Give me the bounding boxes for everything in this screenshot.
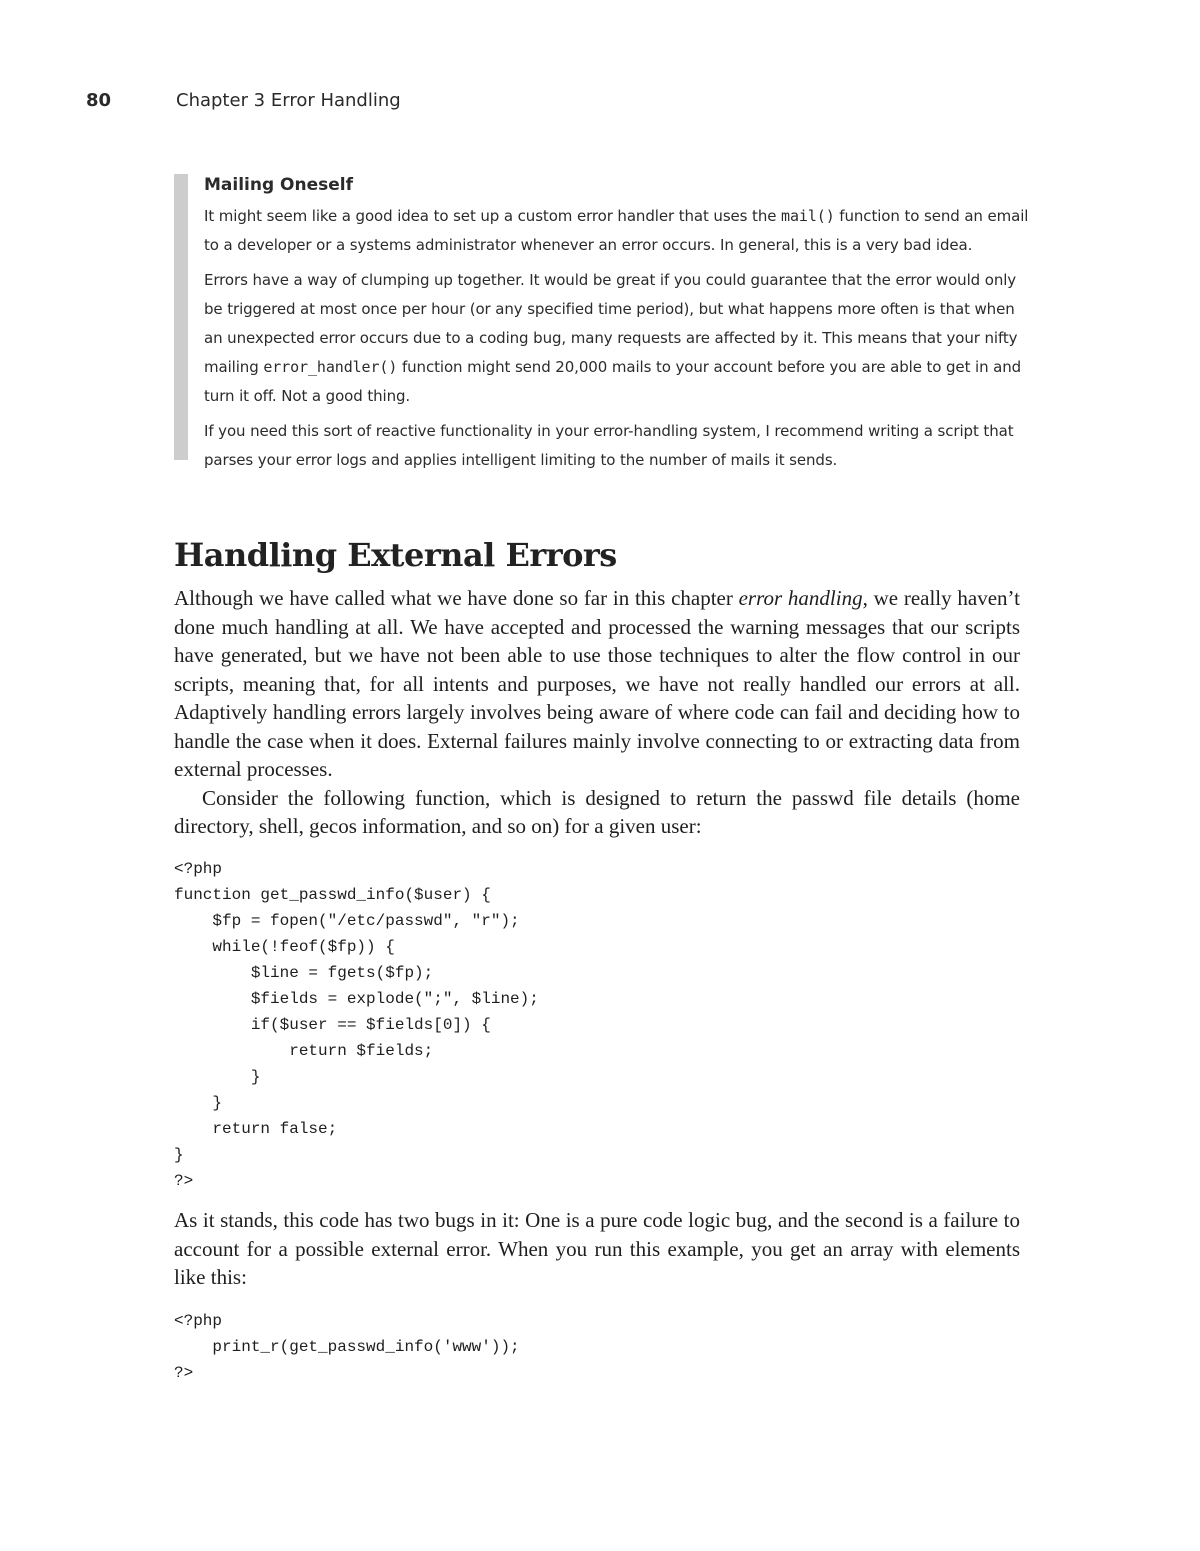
sidebar-p2-text-a: Errors have a way of clumping up together. It would be great if you could guarantee that the error would only be triggered at most once per hour (or any specified time period), but what happens more often is that when an unexpected error occurs due to a coding bug, many requests are affected by it. This means that your nifty mailing: [204, 271, 1018, 376]
sidebar-p2-text-b: function might send 20,000 mails to your account before you are able to get in and turn it off. Not a good thing.: [204, 358, 1022, 405]
sidebar-content: [204, 174, 1034, 475]
sidebar-p1-text-b: function to send an email to a developer or a systems administrator whenever an error occurs. In general, this is a very bad idea.: [204, 207, 1029, 254]
running-head: [86, 90, 1120, 116]
body-p1-emphasis: error handling: [738, 586, 863, 610]
body-block-1: [174, 584, 1020, 841]
body-p1-text-a: Although we have called what we have done so far in this chapter: [174, 586, 739, 610]
sidebar-p1-code: mail(): [781, 207, 835, 225]
sidebar-paragraph-3: If you need this sort of reactive functionality in your error-handling system, I recommend writing a script that parses your error logs and applies intelligent limiting to the number of mails it sends.: [204, 422, 1014, 469]
chapter-title: Chapter 3 Error Handling: [176, 90, 401, 111]
body-block-2: [174, 1206, 1020, 1292]
sidebar-p2-code: error_handler(): [263, 358, 398, 376]
body-p1-text-b: , we really haven’t done much handling at all. We have accepted and processed the warning messages that our scripts have generated, but we have not been able to use those techniques to alter the flow control in our scripts, meaning that, for all intents and purposes, we have not really handled our errors at all. Adaptively handling errors largely involves being aware of where code can fail and deciding how to handle the case when it does. External failures mainly involve connecting to or extracting data from external processes.: [174, 586, 1020, 781]
body-paragraph-3: As it stands, this code has two bugs in it: One is a pure code logic bug, and the second is a failure to account for a possible external error. When you run this example, you get an array with elements like this:: [174, 1208, 1020, 1289]
sidebar-note: [174, 174, 1034, 469]
sidebar-paragraph-2: [204, 266, 1034, 411]
body-paragraph-1: [174, 584, 1020, 784]
code-block-2: <?php print_r(get_passwd_info('www')); ?>: [174, 1312, 520, 1382]
section-title: Handling External Errors: [174, 536, 617, 574]
sidebar-paragraph-1: [204, 202, 1034, 260]
sidebar-bar: [174, 174, 188, 460]
body-paragraph-2: Consider the following function, which is designed to return the passwd file details (home directory, shell, gecos information, and so on) for a given user:: [174, 785, 1020, 838]
page-number: 80: [86, 90, 112, 111]
sidebar-p1-text-a: It might seem like a good idea to set up a custom error handler that uses the: [204, 207, 782, 225]
sidebar-title: Mailing Oneself: [204, 175, 354, 195]
code-block-1: <?php function get_passwd_info($user) { $fp = fopen("/etc/passwd", "r"); while(!feof($fp)) { $line = fgets($fp); $fields = explode(";", $line); if($user == $fields[0]) { return $fields; } } return false; } ?>: [174, 860, 539, 1190]
